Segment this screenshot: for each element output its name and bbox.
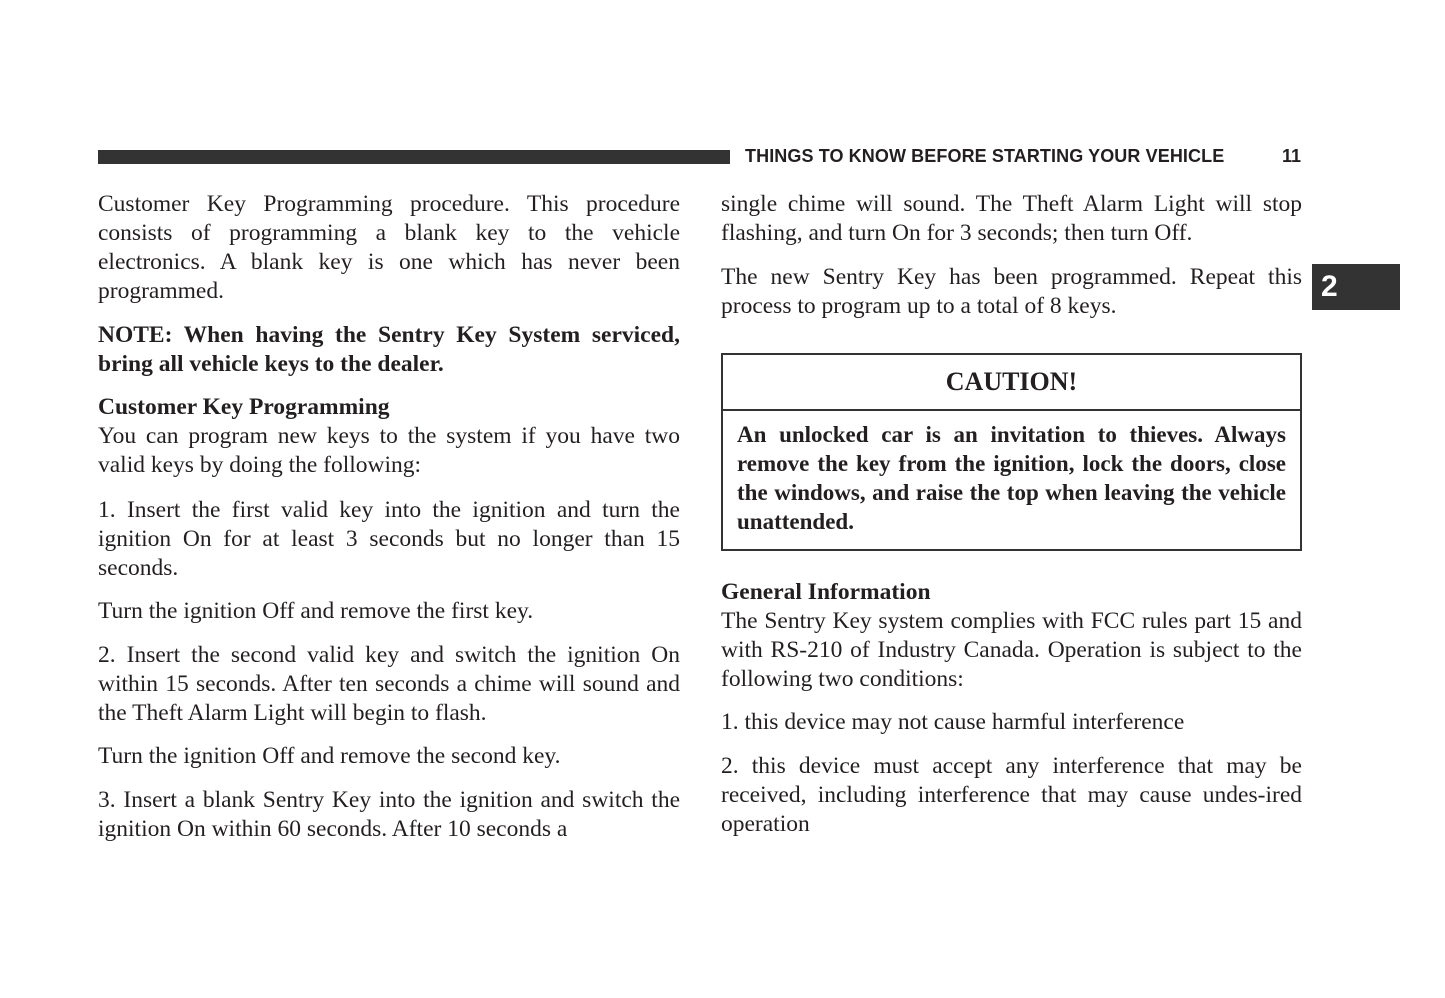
section-heading: General Information — [721, 579, 931, 605]
step-2: 2. Insert the second valid key and switch the ignition On within 15 seconds. After ten seconds a chime will sound and the Theft Alarm Light will begin to flash. — [98, 642, 680, 726]
paragraph: single chime will sound. The Theft Alarm Light will stop flashing, and turn On for 3 seconds; then turn Off. — [721, 191, 1302, 246]
paragraph: Customer Key Programming procedure. This procedure consists of programming a blank key to the vehicle electronics. A blank key is one which has never been programmed. — [98, 191, 680, 304]
header-rule — [98, 150, 730, 164]
chapter-tab: 2 — [1312, 264, 1400, 310]
list-item: 1. this device may not cause harmful interference — [721, 709, 1185, 735]
caution-title: CAUTION! — [723, 355, 1300, 411]
paragraph: The Sentry Key system complies with FCC rules part 15 and with RS-210 of Industry Canada. Operation is subject to the following two conditions: — [721, 608, 1302, 692]
running-title: THINGS TO KNOW BEFORE STARTING YOUR VEHICLE — [745, 146, 1225, 166]
caution-text: An unlocked car is an invitation to thieves. Always remove the key from the ignition, lock the doors, close the windows, and raise the top when leaving the vehicle unattended. — [737, 422, 1286, 534]
paragraph: The new Sentry Key has been programmed. Repeat this process to program up to a total of 8 keys. — [721, 264, 1302, 319]
step-1: 1. Insert the first valid key into the ignition and turn the ignition On for at least 3 seconds but no longer than 15 seconds. — [98, 497, 680, 581]
note: NOTE: When having the Sentry Key System serviced, bring all vehicle keys to the dealer. — [98, 322, 680, 377]
page-number: 11 — [1282, 146, 1302, 166]
paragraph: Turn the ignition Off and remove the second key. — [98, 743, 561, 769]
paragraph: You can program new keys to the system if you have two valid keys by doing the following: — [98, 423, 680, 478]
paragraph: Turn the ignition Off and remove the first key. — [98, 598, 534, 624]
section-heading: Customer Key Programming — [98, 394, 390, 420]
list-item: 2. this device must accept any interference that may be received, including interference that may cause undes-ired operation — [721, 753, 1302, 837]
caution-box — [721, 353, 1302, 551]
step-3: 3. Insert a blank Sentry Key into the ignition and switch the ignition On within 60 seconds. After 10 seconds a — [98, 787, 680, 842]
